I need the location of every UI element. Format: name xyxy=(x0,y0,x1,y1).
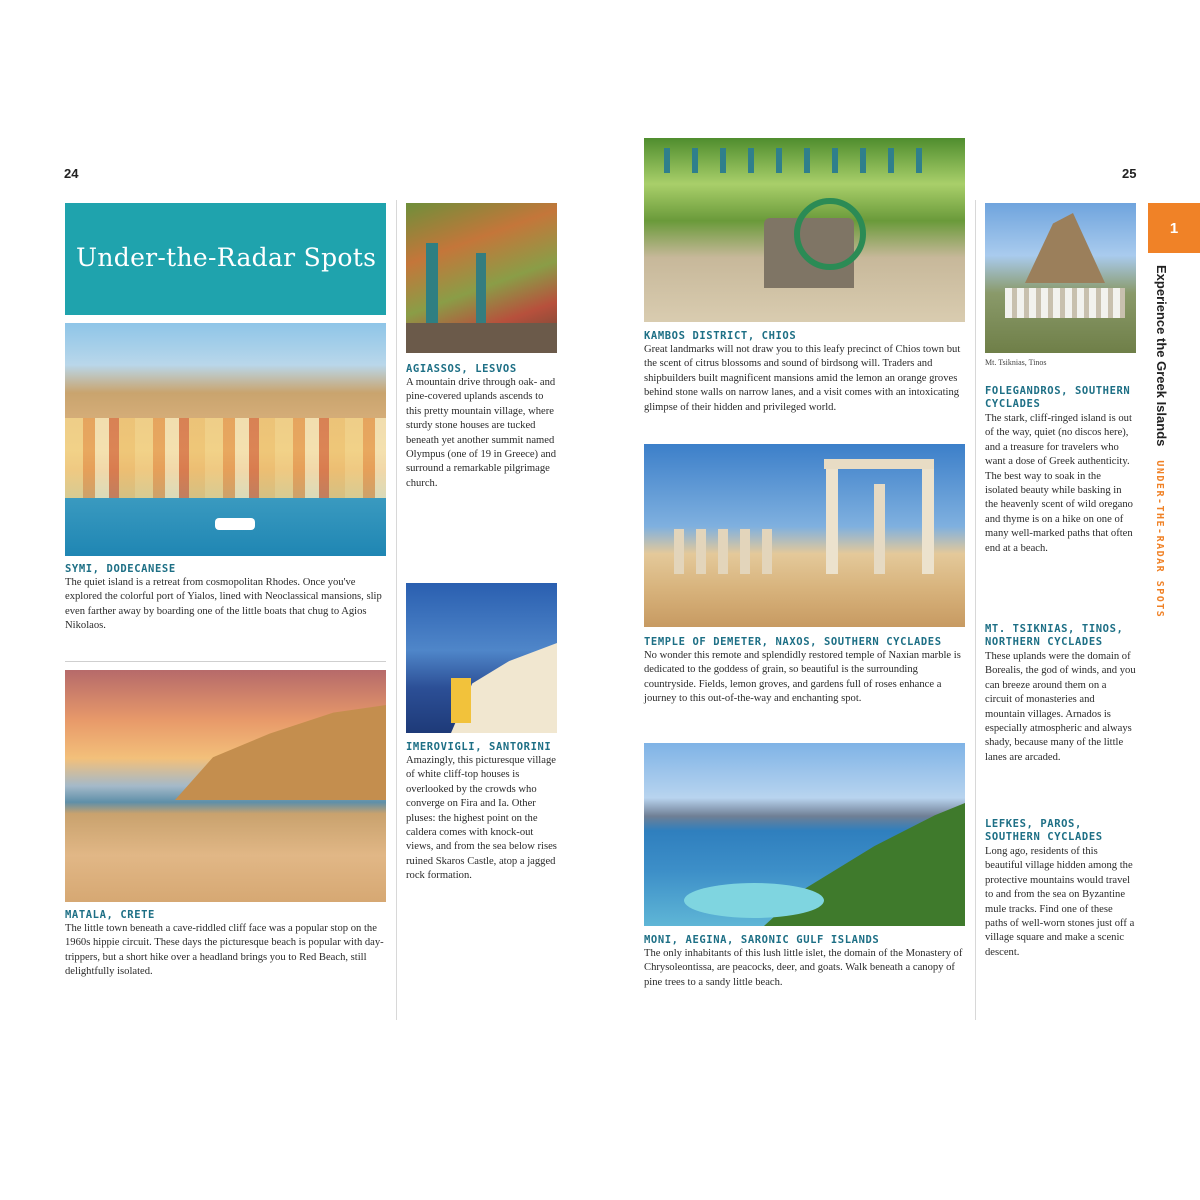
running-header xyxy=(1152,265,1170,618)
section-title: Under-the-Radar Spots xyxy=(76,243,377,272)
imerovigli-photo xyxy=(406,583,557,733)
running-header-subtitle: UNDER-THE-RADAR SPOTS xyxy=(1154,460,1165,619)
lefkes-heading: LEFKES, PAROS, SOUTHERN CYCLADES xyxy=(985,818,1103,843)
moni-heading: MONI, AEGINA, SARONIC GULF ISLANDS xyxy=(644,934,880,946)
symi-photo xyxy=(65,323,386,556)
section-banner xyxy=(65,203,386,315)
photo-caption: Mt. Tsiknias, Tinos xyxy=(985,358,1047,367)
agiassos-photo xyxy=(406,203,557,353)
imerovigli-text: Amazingly, this picturesque village of white cliff-top houses is overlooked by the crowds who converge on Fira and Ia. Other pluses: the highest point on the caldera comes with knock-out views, and from the sea below rises ruined Skaros Castle, atop a jagged rock formation. xyxy=(406,755,557,882)
moni-text: The only inhabitants of this lush little islet, the domain of the Monastery of Chrysoleontissa, are peacocks, deer, and goats. Walk beneath a canopy of pine trees to a sandy little beach. xyxy=(644,948,963,988)
lefkes-text: Long ago, residents of this beautiful village hidden among the protective mountains would travel to and from the sea on Byzantine mule tracks. Find one of these paths of well-worn stones just off a village square and make a scenic descent. xyxy=(985,846,1135,958)
kambos-photo xyxy=(644,138,965,322)
matala-photo xyxy=(65,670,386,902)
matala-heading: MATALA, CRETE xyxy=(65,909,155,921)
tinos-photo xyxy=(985,203,1136,353)
column-divider xyxy=(396,200,397,1020)
divider xyxy=(65,661,386,662)
agiassos-text: A mountain drive through oak- and pine-covered uplands ascends to this pretty mountain village, where sturdy stone houses are tucked beneath yet another summit named Olympus (one of 19 in Greece) and surround a remarkable pilgrimage church. xyxy=(406,377,557,489)
demeter-heading: TEMPLE OF DEMETER, NAXOS, SOUTHERN CYCLADES xyxy=(644,636,942,648)
chapter-tab: 1 xyxy=(1148,203,1200,253)
page-number-left: 24 xyxy=(64,166,79,181)
moni-photo xyxy=(644,743,965,926)
page-number-right: 25 xyxy=(1122,166,1137,181)
symi-heading: SYMI, DODECANESE xyxy=(65,563,176,575)
imerovigli-heading: IMEROVIGLI, SANTORINI xyxy=(406,741,552,753)
running-header-title: Experience the Greek Islands xyxy=(1154,265,1169,447)
folegandros-heading: FOLEGANDROS, SOUTHERN CYCLADES xyxy=(985,385,1131,410)
tsiknias-text: These uplands were the domain of Borealis, the god of winds, and you can breeze around them on a circuit of monasteries and mountain villages. Arnados is especially atmospheric and always shady, because many of the little lanes are arcaded. xyxy=(985,651,1136,763)
kambos-heading: KAMBOS DISTRICT, CHIOS xyxy=(644,330,797,342)
folegandros-text: The stark, cliff-ringed island is out of the way, quiet (no discos here), and a treasure for travelers who want a dose of Greek authenticity. The best way to soak in the isolated beauty while basking in the heavenly scent of wild oregano and thyme is on a hike on one of many well-marked paths that often end at a beach. xyxy=(985,413,1133,554)
column-divider-right xyxy=(975,200,976,1020)
symi-text: The quiet island is a retreat from cosmopolitan Rhodes. Once you've explored the colorful port of Yialos, lined with Neoclassical mansions, slip even farther away by boarding one of the little boats that chug to Agios Nikolaos. xyxy=(65,577,382,632)
tsiknias-heading: MT. TSIKNIAS, TINOS, NORTHERN CYCLADES xyxy=(985,623,1124,648)
demeter-photo xyxy=(644,444,965,627)
agiassos-heading: AGIASSOS, LESVOS xyxy=(406,363,517,375)
kambos-text: Great landmarks will not draw you to this leafy precinct of Chios town but the scent of citrus blossoms and sound of birdsong will. Traders and shipbuilders built magnificent mansions amid the lemon an orange groves behind stone walls on narrow lanes, and a visit comes with an intoxicating glimpse of their hidden and privileged world. xyxy=(644,344,961,413)
matala-text: The little town beneath a cave-riddled cliff face was a popular stop on the 1960s hippie circuit. These days the picturesque beach is popular with day-trippers, but a short hike over a headland brings you to Red Beach, still delightfully isolated. xyxy=(65,923,384,978)
demeter-text: No wonder this remote and splendidly restored temple of Naxian marble is dedicated to the goddess of grain, so beautiful is the surrounding countryside. Fields, lemon groves, and gardens full of roses enhance a journey to this out-of-the-way and enchanting spot. xyxy=(644,650,961,705)
